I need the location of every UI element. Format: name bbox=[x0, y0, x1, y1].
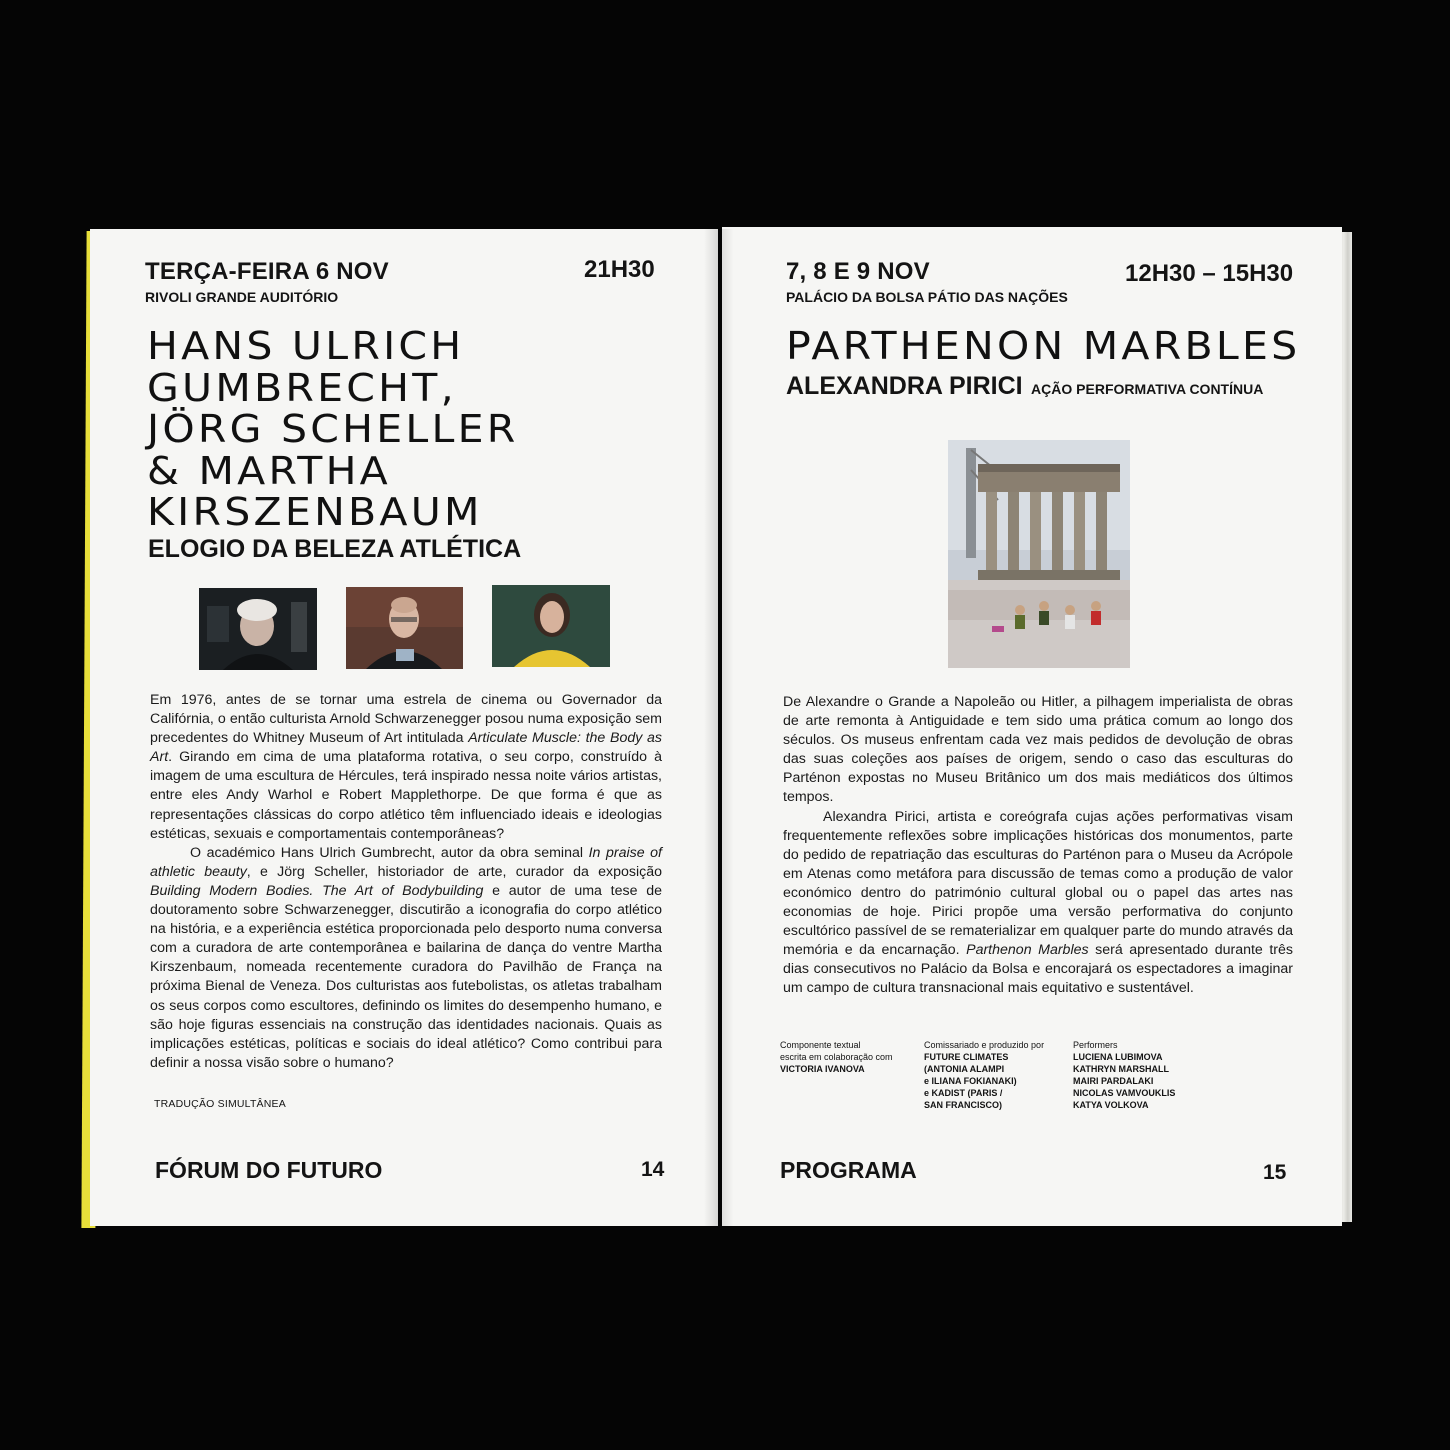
left-page bbox=[90, 229, 718, 1226]
credit-label: Componente textual bbox=[780, 1040, 861, 1050]
paragraph bbox=[783, 808, 1293, 999]
credit-value: e KADIST (PARIS / bbox=[924, 1088, 1003, 1098]
text-run: , e Jörg Scheller, historiador de arte, curador da exposição bbox=[246, 863, 662, 880]
credit-value: KATYA VOLKOVA bbox=[1073, 1100, 1149, 1110]
translation-note: TRADUÇÃO SIMULTÂNEA bbox=[154, 1098, 286, 1110]
credit-value: KATHRYN MARSHALL bbox=[1073, 1064, 1169, 1074]
event-venue: RIVOLI GRANDE AUDITÓRIO bbox=[145, 289, 339, 305]
credit-value: FUTURE CLIMATES bbox=[924, 1052, 1009, 1062]
italic-title: Parthenon Marbles bbox=[966, 942, 1089, 959]
title-line: KIRSZENBAUM bbox=[147, 490, 483, 534]
left-body-text bbox=[150, 691, 662, 1073]
credit-value: VICTORIA IVANOVA bbox=[780, 1064, 865, 1074]
event-venue: PALÁCIO DA BOLSA PÁTIO DAS NAÇÕES bbox=[786, 289, 1068, 305]
credit-value: MAIRI PARDALAKI bbox=[1073, 1076, 1154, 1086]
italic-title: Articulate Muscle: the Body as Art bbox=[150, 730, 662, 766]
right-page bbox=[722, 227, 1342, 1226]
text-run: será apresentado durante três dias consecutivos no Palácio da Bolsa e encorajará os espectadores a imaginar um campo de cultura transnacional mais equitativo e sustentável. bbox=[783, 942, 1294, 997]
italic-title: In praise of athletic beauty bbox=[150, 844, 662, 880]
text-run: O académico Hans Ulrich Gumbrecht, autor da obra seminal bbox=[190, 844, 589, 861]
credit-label: Comissariado e produzido por bbox=[924, 1040, 1045, 1050]
credit-commissioned bbox=[924, 1039, 1044, 1111]
event-date: TERÇA-FEIRA 6 NOV bbox=[145, 258, 389, 285]
parthenon-photo bbox=[948, 440, 1130, 668]
page-number: 14 bbox=[641, 1158, 665, 1181]
text-run: Em 1976, antes de se tornar uma estrela de cinema ou Governador da Califórnia, o então culturista Arnold Schwarzenegger posou numa exposição sem precedentes do Whitney Museum of Art intitulada bbox=[150, 692, 662, 747]
credit-value: (ANTONIA ALAMPI bbox=[924, 1064, 1005, 1074]
event-time: 21H30 bbox=[584, 256, 655, 283]
event-subtitle bbox=[786, 372, 1263, 401]
italic-title: Building Modern Bodies. The Art of Bodybuilding bbox=[150, 882, 484, 899]
event-title: PARTHENON MARBLES bbox=[786, 324, 1301, 368]
text-run: De Alexandre o Grande a Napoleão ou Hitler, a pilhagem imperialista de obras de arte remonta à Antiguidade e tem sido uma prática comum ao longo dos séculos. Os museus enfrentam cada vez mais pedidos de devolução de obras das suas coleções aos países de origem, sendo o caso das esculturas do Parténon expostas no Museu Britânico um dos mais mediáticos dos últimos tempos. bbox=[783, 694, 1293, 806]
book-gutter bbox=[704, 229, 734, 1226]
title-line: & MARTHA bbox=[147, 448, 391, 493]
paragraph bbox=[783, 693, 1293, 808]
credit-label: escrita em colaboração com bbox=[780, 1052, 893, 1062]
event-kind: AÇÃO PERFORMATIVA CONTÍNUA bbox=[1031, 381, 1264, 397]
text-run: e autor de uma tese de doutoramento sobre Schwarzenegger, discutirão a iconografia do corpo atlético na história, e a experiência estética proporcionada pelo desporto numa conversa com a curadora de arte contemporânea e bailarina de dança do ventre Martha Kirszenbaum, nomeada recentemente curadora do Pavilhão de França na próxima Bienal de Veneza. Dos culturistas aos futebolistas, os atletas trabalham os seus corpos como escultores, definindo os limites do desempenho humano, e são hoje figuras essenciais na construção das identidades nacionais. Quais as implicações estéticas, políticas e sociais do ideal atlético? Como contribui para definir a nossa visão sobre o humano? bbox=[150, 882, 663, 1071]
title-line: GUMBRECHT, bbox=[147, 365, 457, 410]
right-body-text bbox=[783, 693, 1293, 999]
paragraph bbox=[150, 691, 662, 844]
event-subtitle: ELOGIO DA BELEZA ATLÉTICA bbox=[148, 535, 522, 563]
section-footer: PROGRAMA bbox=[780, 1157, 917, 1183]
credit-performers bbox=[1073, 1039, 1175, 1111]
credit-text-collab bbox=[780, 1039, 893, 1075]
artist-name: ALEXANDRA PIRICI bbox=[786, 372, 1023, 400]
credit-value: e ILIANA FOKIANAKI) bbox=[924, 1076, 1017, 1086]
text-run: Alexandra Pirici, artista e coreógrafa cujas ações performativas visam frequentemente reflexões sobre implicações históricas dos monumentos, parte do pedido de repatriação das esculturas do Parténon para o Museu da Acrópole em Atenas como metáfora para discussão de temas como a produção de valor económico dentro do património cultural global ou o papel das artes nas economias de hoje. Pirici propõe uma versão performativa do conjunto escultórico passível de se rematerializar em qualquer parte do mundo através da memória e da encarnação. bbox=[783, 808, 1293, 959]
credit-value: LUCIENA LUBIMOVA bbox=[1073, 1052, 1163, 1062]
credit-label: Performers bbox=[1073, 1040, 1118, 1050]
page-number: 15 bbox=[1263, 1161, 1287, 1184]
title-line: JÖRG SCHELLER bbox=[147, 407, 519, 451]
text-run: . Girando em cima de uma plataforma rotativa, o seu corpo, construído à imagem de uma escultura de Hércules, terá inspirado nessa noite vários artistas, entre eles Andy Warhol e Robert Mapplethorpe. De que forma é que as representações clássicas do corpo atlético têm influenciado ideais e ideologias estéticas, sexuais e comportamentais contemporâneas? bbox=[150, 749, 662, 842]
event-time: 12H30 – 15H30 bbox=[1125, 260, 1294, 287]
speaker-photo-scheller bbox=[346, 587, 463, 669]
event-title bbox=[147, 326, 519, 534]
section-footer: FÓRUM DO FUTURO bbox=[155, 1157, 383, 1183]
speaker-photo-kirszenbaum bbox=[492, 585, 610, 667]
title-line: HANS ULRICH bbox=[147, 324, 465, 368]
event-date: 7, 8 E 9 NOV bbox=[786, 258, 930, 285]
credit-value: NICOLAS VAMVOUKLIS bbox=[1073, 1088, 1176, 1098]
credit-value: SAN FRANCISCO) bbox=[924, 1100, 1002, 1110]
paragraph bbox=[150, 844, 662, 1073]
speaker-photo-gumbrecht bbox=[199, 588, 317, 670]
